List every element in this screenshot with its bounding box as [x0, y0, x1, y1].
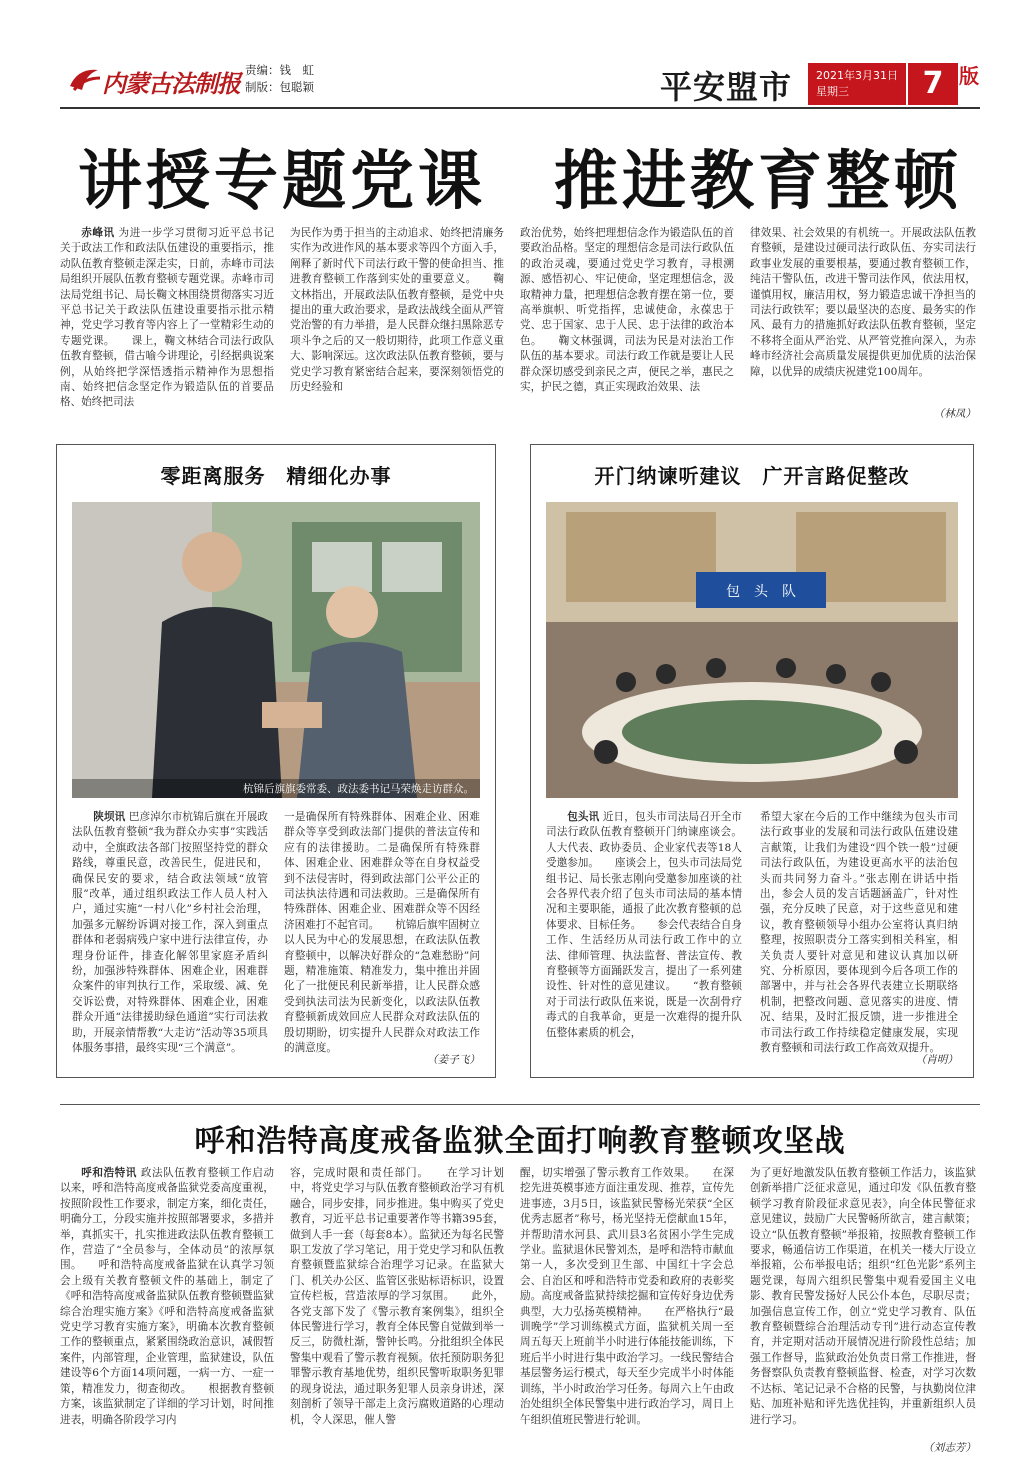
right-article-col2: 希望大家在今后的工作中继续为包头市司法行政事业的发展和司法行政队伍建设建言献策，让我们为建设“四个铁一般”过硬司法行政队伍，为建设更高水平的法治包头而共同努力奋斗。”张志刚在讲话中指出，参会人员的发言话题涵盖广，针对性强，充分反映了民意，对于这些意见和建议，教育整顿领导小组办公室将认真归纳整理，按照职责分工落实到相关科室，相关负责人要针对意见和建议认真加以研究、分析原因，要体现到今后各项工作的部署中，并与社会各界代表建立长期联络机制，把整改问题、意见落实的进度、情况、结果，及时汇报反馈，进一步推进全市司法行政工作持续稳定健康发展，实现教育整顿和司法行政工作高效双提升。	[760, 811, 958, 1055]
photo-meeting-illustration	[546, 502, 958, 798]
editor-credits	[245, 62, 314, 96]
bottom-article-col4: 为了更好地激发队伍教育整顿工作活力，该监狱创新举措广泛征求意见，通过印发《队伍教育整顿学习教育阶段征求意见表》，向全体民警征求意见建议，鼓励广大民警畅所欲言，建言献策；设立“队伍教育整顿”举报箱，按照教育整顿工作要求，畅通信访工作渠道，在机关一楼大厅设立举报箱，公布举报电话；组织“红色光影”系列主题党课，每周六组织民警集中观看爱国主义电影、教育民警发扬好人民公仆本色，尽职尽责；加强信息宣传工作，创立“党史学习教育、队伍教育整顿暨综合治理活动专刊”进行动态宣传教育，并定期对活动开展情况进行阶段性总结；加强工作督导，监狱政治处负责日常工作推进，督务督察队负责教育整顿监督、检查，对学习次数不达标、笔记记录不合格的民警，与执勤岗位津贴、加班补贴和评先选优挂钩，并重新组织人员进行学习。	[750, 1167, 976, 1426]
date-box	[808, 63, 906, 105]
issue-weekday: 星期三	[816, 85, 849, 98]
right-article-headline: 开门纳谏听建议 广开言路促整改	[594, 464, 910, 488]
bottom-article-col1	[60, 1166, 274, 1456]
bottom-article-col3: 醒，切实增强了警示教育工作效果。 在深挖先进英模事迹方面注重发现、推荐，宣传先进事迹，3月5日，该监狱民警杨光荣获“全区优秀志愿者”称号，杨光坚持无偿献血15年，并帮助清水河县、武川县3名贫困小学生完成学业。监狱退休民警刘杰，是呼和浩特市献血第一人，多次受到卫生部、中国红十字会总会、自治区和呼和浩特市党委和政府的表彰奖励。高度戒备监狱持续挖掘和宣传好身边优秀典型，大力弘扬英模精神。 在严格执行“最训晚学”学习训练模式方面，监狱机关周一至周五每天上班前半小时进行体能技能训练，下班后半小时进行集中政治学习。一线民警结合基层警务运行模式，每天至少完成半小时体能训练，半小时政治学习任务。每周六上午由政治处组织全体民警集中进行政治学习，周日上午组织值班民警进行轮训。	[520, 1167, 734, 1426]
section-title: 平安盟市	[660, 68, 793, 106]
left-photo-caption: 杭锦后旗旗委常委、政法委书记马荣焕走访群众。	[72, 779, 480, 798]
main-byline: 赤峰讯	[81, 227, 115, 239]
bottom-article-col2: 容，完成时限和责任部门。 在学习计划中，将党史学习与队伍教育整顿政治学习有机融合，同步安排，同步推进。集中购买了党史教育，习近平总书记重要著作等书籍395套，做到人手一套（每套8本）。监狱还为每名民警职工发放了学习笔记，用于党史学习和队伍教育整顿暨监狱综合治理学习记录。在监狱大门、机关办公区、监管区张贴标语标识，设置宣传栏板，营造浓厚的学习氛围。 此外，各党支部下发了《警示教育案例集》，组织全体民警进行学习，教育全体民警自觉做到举一反三，防微杜渐，警钟长鸣。分批组织全体民警集中观看了警示教育视频。依托预防职务犯罪警示教育基地优势，组织民警听取职务犯罪的现身说法，通过职务犯罪人员亲身讲述，深刻剖析了领导干部走上贪污腐败道路的心理动机，令人深思，催人警	[290, 1167, 504, 1426]
masthead-divider	[60, 107, 980, 109]
right-article-col1	[546, 810, 742, 1068]
main-headline: 讲授专题党课 推进教育整顿	[78, 144, 962, 219]
right-col1-text: 近日，包头市司法局召开全市司法行政队伍教育整顿开门纳谏座谈会。人大代表、政协委员、企业家代表等18人受邀参加。 座谈会上，包头市司法局党组书记、局长张志刚向受邀参加座谈的社会各界代表介绍了包头市司法局的基本情况和主要职能，通报了此次教育整顿的总体要求、目标任务。 参会代表结合自身工作、生活经历从司法行政工作中的立法、律师管理、执法监督、普法宣传、教育整顿等方面踊跃发言，提出了一系列建设性、针对性的意见建议。 “教育整顿对于司法行政队伍来说，既是一次刮骨疗毒式的自我革命，更是一次难得的提升队伍整体素质的机会，	[546, 811, 743, 1039]
left-col1-text: 巴彦淖尔市杭锦后旗在开展政法队伍教育整顿“我为群众办实事”实践活动中，全旗政法各部门按照坚持党的群众路线，尊重民意，改善民生，促进民和，确保民安的要求，结合政法领域“放管服”改革，通过组织政法工作人员人村入户，通过实施“一村八化”乡村社会治理，加强多元解纷诉调对接工作，深入到重点群体和老弱病残户家中进行法律宣传，办理身份证件，排查化解邻里家庭矛盾纠纷，加强涉特殊群体、困难企业，困难群众案件的审判执行工作，采取缓、减、免交诉讼费，对特殊群体、困难企业，困难群众开通“法律援助绿色通道”实行司法救助，开展亲情帮教“大走访”活动等35项具体服务事措，最终实现“三个满意”。	[72, 811, 269, 1055]
main-article-col2: 为民作为勇于担当的主动追求、始终把清廉务实作为改进作风的基本要求等四个方面入手，阐释了新时代下司法行政干警的使命担当、推进教育整顿工作落到实处的重要意义。 鞠文林指出，开展政法队伍教育整顿，是党中央提出的重大政治要求，是政法战线全面从严管党治警的有力举措，是人民群众继扫黑除恶专项斗争之后的又一般切期待，此项工作意义重大、影响深远。这次政法队伍教育整顿，要与党史学习教育紧密结合起来，要深刻领悟党的历史经验和	[290, 227, 504, 394]
main-article-col3: 政治优势，始终把理想信念作为锻造队伍的首要政治品格。坚定的理想信念是司法行政队伍的政治灵魂，要通过党史学习教育，寻根溯源、感悟初心、牢记使命，坚定理想信念，汲取精神力量，把理想信念教育摆在第一位，要高举旗帜、听党指挥，忠诚使命，永葆忠于党、忠于国家、忠于人民、忠于法律的政治本色。 鞠文林强调，司法为民是对法治工作队伍的基本要求。司法行政工作就是要让人民群众深切感受到亲民之声，便民之举，惠民之实，护民之德，真正实现政治效果、法	[520, 227, 734, 394]
page-suffix: 版	[959, 64, 979, 88]
main-article-col1	[60, 226, 274, 426]
bottom-signature: （刘志芳）	[923, 1442, 976, 1454]
main-article-col4: 律效果、社会效果的有机统一。开展政法队伍教育整顿，是建设过硬司法行政队伍、夯实司法行政事业发展的重要根基，要通过教育整顿工作，纯洁干警队伍，改进干警司法作风，依法用权，谨慎用权，廉洁用权，努力锻造忠诚干净担当的司法行政铁军；要以最坚决的态度、最务实的作风、最有力的措施抓好政法队伍教育整顿，坚定不移将全面从严治党、从严管党推向深入，为赤峰市经济社会高质量发展提供更加优质的法治保障，以优异的成绩庆祝建党100周年。	[750, 227, 976, 378]
bottom-col1-text: 政法队伍教育整顿工作启动以来，呼和浩特高度戒备监狱党委高度重视，按照阶段性工作要求，制定方案，细化责任，明确分工，分段实施并按照部署要求，多措并举，真抓实干，扎实推进政法队伍教育整顿工作，营造了“全员参与，全体动员”的浓厚氛围。 呼和浩特高度戒备监狱在认真学习领会上级有关教育整顿文件的基础上，制定了《呼和浩特高度戒备监狱队伍教育整顿暨监狱综合治理实施方案》《呼和浩特高度戒备监狱党史学习教育实施方案》，明确本次教育整顿工作的整顿重点，紧紧围绕政治意识，减假暂案件，内部管理，企业管理，监狱建设，队伍建设等6个方面14项问题，一病一方、一症一策，精准发力，彻查彻改。 根据教育整顿方案，该监狱制定了详细的学习计划，时间推进表，明确各阶段学习内	[60, 1167, 274, 1426]
editor-line: 责编：钱 虹	[245, 63, 314, 77]
logo-emblem-icon	[68, 64, 102, 94]
right-signature: （肖明）	[915, 1054, 958, 1066]
left-article-photo	[72, 502, 480, 798]
meeting-banner-text: 包 头 队	[726, 584, 796, 600]
main-col1-text: 为进一步学习贯彻习近平总书记关于政法工作和政法队伍建设的重要指示，推动队伍教育整顿走深走实，日前，赤峰市司法局组织开展队伍教育整顿专题党课。赤峰市司法局党组书记、局长鞠文林围绕贯彻落实习近平总书记关于政法队伍建设重要指示批示精神，党史学习教育等内容上了一堂精彩生动的专题党课。 课上，鞠文林结合司法行政队伍教育整顿，借古喻今讲理论，引经据典说案例，从始终把学深悟透指示精神作为思想指南、始终把信念坚定作为锻造队伍的首要品格、始终把司法	[60, 227, 275, 409]
bottom-headline: 呼和浩特高度戒备监狱全面打响教育整顿攻坚战	[194, 1124, 846, 1159]
left-byline: 陕坝讯	[93, 811, 126, 823]
left-article-col2: 一是确保所有特殊群体、困难企业、困难群众等享受到政法部门提供的普法宣传和应有的法律援助。二是确保所有特殊群体、困难企业、困难群众等在自身权益受到不法侵害时，得到政法部门公平公正的司法执法待遇和司法救助。三是确保所有特殊群体、困难企业、困难群众等不因经济困难打不起官司。 杭锦后旗牢固树立以人民为中心的发展思想，在政法队伍教育整顿中，以解决好群众的“急难愁盼”问题，精准施策、精准发力，集中推出并固化了一批便民利民新举措，让人民群众感受到执法司法为民新变化，以政法队伍教育整顿新成效回应人民群众对政法队伍的殷切期盼，切实提升人民群众对政法工作的满意度。	[284, 811, 480, 1055]
photo-visit-illustration	[72, 502, 480, 798]
production-line: 制版：包聪颖	[245, 80, 314, 94]
issue-date: 2021年3月31日	[816, 69, 898, 82]
left-article-headline: 零距离服务 精细化办事	[160, 464, 392, 488]
page-number: 7	[906, 63, 958, 105]
logo-text: 内蒙古法制报	[102, 69, 240, 98]
bottom-divider	[60, 1104, 980, 1105]
right-article-photo	[546, 502, 958, 798]
left-signature: （姜子飞）	[427, 1054, 480, 1066]
left-article-col1	[72, 810, 268, 1068]
main-signature: （林凤）	[933, 408, 976, 420]
bottom-byline: 呼和浩特讯	[81, 1167, 137, 1179]
newspaper-logo	[68, 62, 240, 98]
right-byline: 包头讯	[567, 811, 600, 823]
